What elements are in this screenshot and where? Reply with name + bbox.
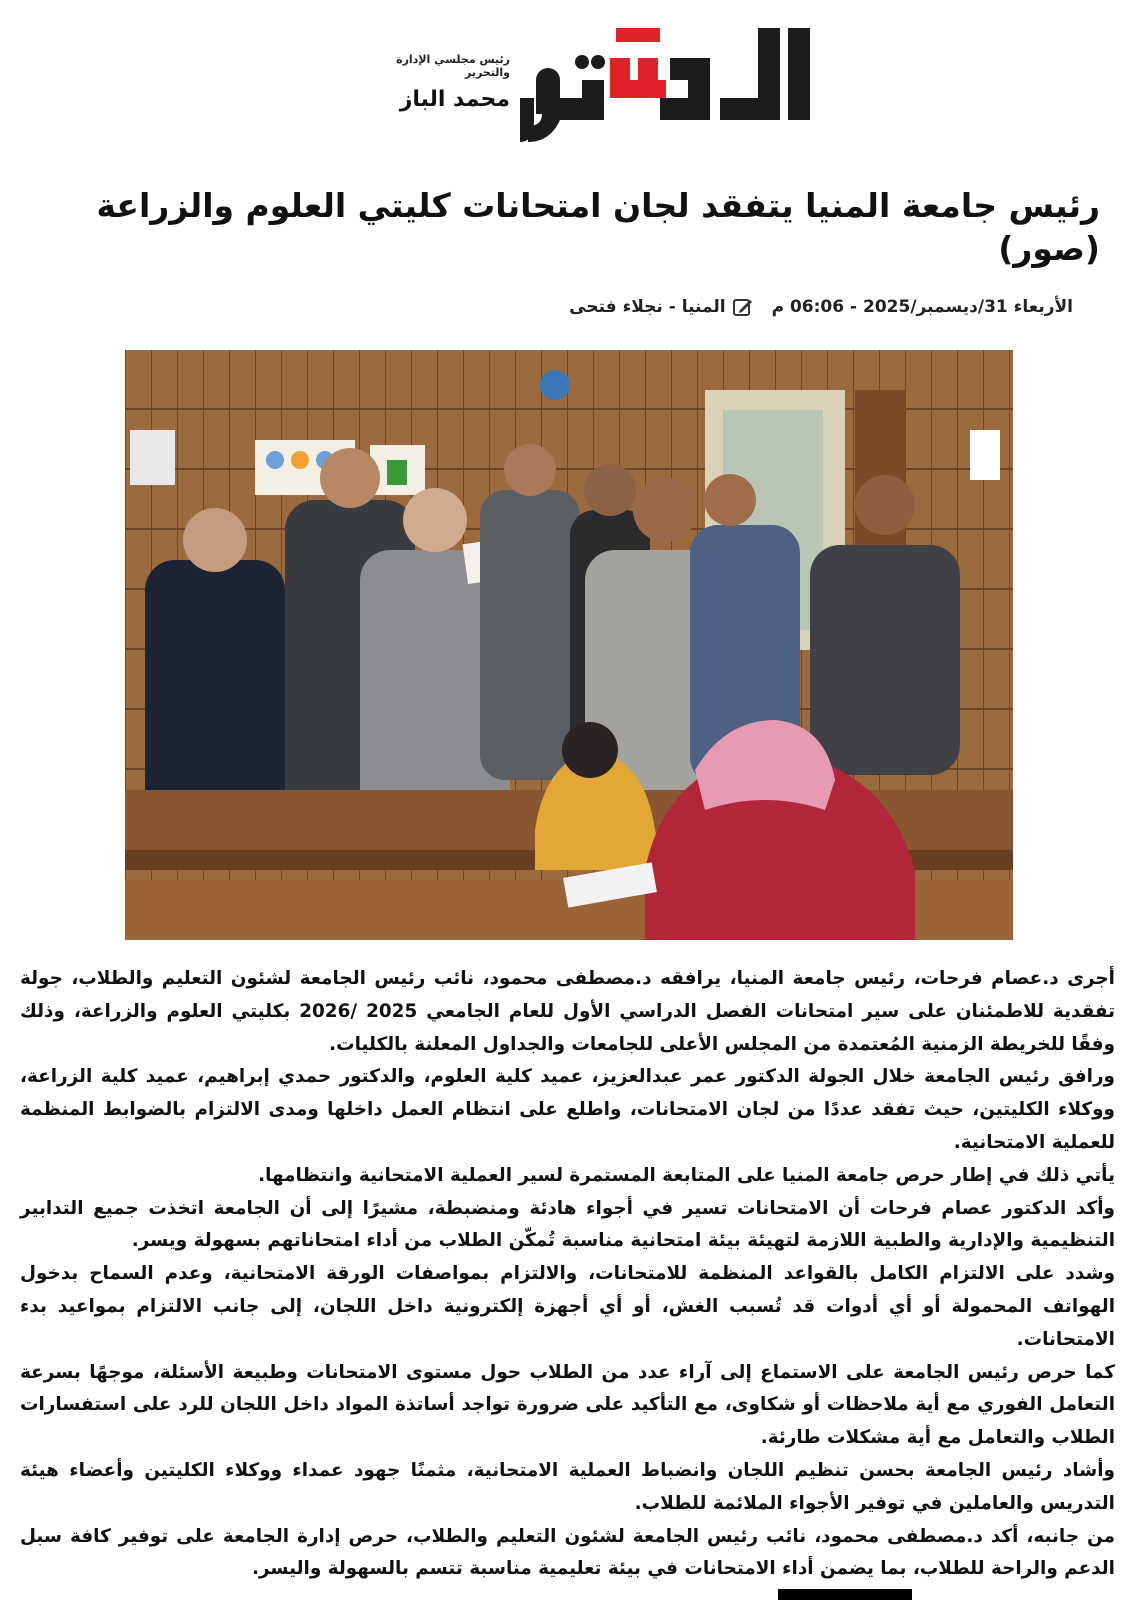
newspaper-logo — [520, 18, 820, 146]
edit-pencil-icon — [732, 296, 754, 318]
article-date: الأربعاء 31/ديسمبر/2025 - 06:06 م — [771, 297, 1073, 317]
author-name: المنيا - نجلاء فتحى — [569, 297, 726, 317]
article-author[interactable] — [569, 296, 753, 318]
article-body — [20, 963, 1115, 1586]
paragraph: ورافق رئيس الجامعة خلال الجولة الدكتور عمر عبدالعزيز، عميد كلية العلوم، والدكتور حمدي إبراهيم، عميد كلية الزراعة، ووكلاء الكليتين، حيث تفقد عددًا من لجان الامتحانات، واطلع على انتظام العمل داخلها ومدى الالتزام بالضوابط المنظمة للعملية الامتحانية. — [20, 1066, 1115, 1153]
paragraph: من جانبه، أكد د.مصطفى محمود، نائب رئيس الجامعة لشئون التعليم والطلاب، حرص إدارة الجامعة على توفير كافة سبل الدعم والراحة للطلاب، بما يضمن أداء الامتحانات في بيئة تعليمية مناسبة تتسم بالسهولة واليسر. — [20, 1525, 1115, 1580]
article-photo — [125, 350, 1013, 940]
paragraph: أجرى د.عصام فرحات، رئيس جامعة المنيا، يرافقه د.مصطفى محمود، نائب رئيس الجامعة لشئون التعليم والطلاب، جولة تفقدية للاطمئنان على سير امتحانات الفصل الدراسي الأول للعام الجامعي 2025 /2026 بكليتي العلوم والزراعة، وذلك وفقًا للخريطة الزمنية المُعتمدة من المجلس الأعلى للجامعات والجداول المعلنة بالكليات. — [20, 968, 1115, 1055]
footer-bar — [778, 1589, 912, 1600]
article-headline: رئيس جامعة المنيا يتفقد لجان امتحانات كليتي العلوم والزراعة (صور) — [96, 186, 1100, 268]
paragraph: وأكد الدكتور عصام فرحات أن الامتحانات تسير في أجواء هادئة ومنضبطة، مشيرًا إلى أن الجامعة اتخذت جميع التدابير التنظيمية والإدارية والطبية اللازمة لتهيئة بيئة امتحانية مناسبة تُمكّن الطلاب من أداء امتحاناتهم بسهولة ويسر. — [20, 1197, 1115, 1252]
chairman-name: محمد الباز — [399, 87, 510, 112]
chairman-title: رئيس مجلسي الإدارة والتحرير — [396, 53, 510, 79]
paragraph: يأتي ذلك في إطار حرص جامعة المنيا على المتابعة المستمرة لسير العملية الامتحانية وانتظامها. — [258, 1164, 1115, 1186]
paragraph: وشدد على الالتزام الكامل بالقواعد المنظمة للامتحانات، والالتزام بمواصفات الورقة الامتحانية، وعدم السماح بدخول الهواتف المحمولة أو أي أدوات قد تُسبب الغش، أو أي أجهزة إلكترونية داخل اللجان، إلى جانب الالتزام بمواعيد بدء الامتحانات. — [20, 1263, 1115, 1350]
paragraph: كما حرص رئيس الجامعة على الاستماع إلى آراء عدد من الطلاب حول مستوى الامتحانات وطبيعة الأسئلة، موجهًا بسرعة التعامل الفوري مع أية ملاحظات أو شكاوى، مع التأكيد على ضرورة تواجد أساتذة المواد داخل اللجان للرد على استفسارات الطلاب والتعامل مع أية مشكلات طارئة. — [20, 1361, 1115, 1449]
paragraph: وأشاد رئيس الجامعة بحسن تنظيم اللجان وانضباط العملية الامتحانية، مثمنًا جهود عمداء ووكلاء الكليتين وأعضاء هيئة التدريس والعاملين في توفير الأجواء الملائمة للطلاب. — [20, 1459, 1115, 1514]
masthead — [340, 18, 820, 148]
article-meta — [569, 296, 1073, 318]
